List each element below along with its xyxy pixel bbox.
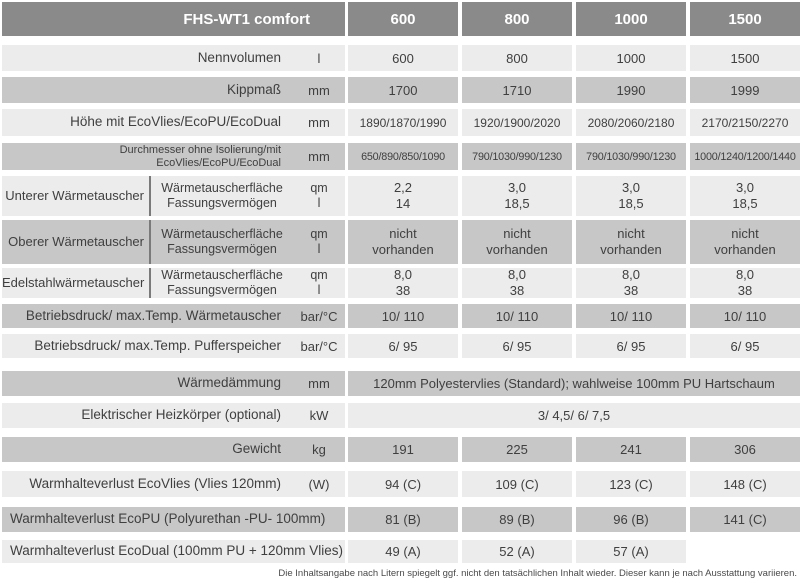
value-cell: 49 (A) bbox=[348, 540, 458, 563]
row-label: Nennvolumen bbox=[197, 49, 281, 65]
row-unit: l bbox=[317, 50, 321, 66]
value-cell: 191 bbox=[348, 437, 458, 462]
column-header-600: 600 bbox=[348, 2, 458, 36]
value-cell: 123 (C) bbox=[576, 471, 686, 497]
table-header-row bbox=[2, 2, 800, 36]
value-cell: nicht vorhanden bbox=[576, 220, 686, 264]
value-cell-empty bbox=[690, 540, 800, 563]
row-label: Wärmedämmung bbox=[177, 375, 281, 391]
value-cell: 52 (A) bbox=[462, 540, 572, 563]
value-cell: 1500 bbox=[690, 45, 800, 71]
value-cell: 2170/2150/2270 bbox=[690, 109, 800, 136]
row-unit: qm bbox=[310, 268, 328, 282]
column-header-800: 800 bbox=[462, 2, 572, 36]
value-cell: 8,0 38 bbox=[690, 268, 800, 298]
product-title: FHS-WT1 comfort bbox=[2, 2, 345, 36]
spec-row-betriebsdruck-waermetauscher bbox=[2, 304, 800, 328]
value-cell: 96 (B) bbox=[576, 507, 686, 532]
value-cell: 1700 bbox=[348, 77, 458, 103]
sub-label: Wärmetauscherfläche bbox=[161, 227, 283, 241]
row-unit: l bbox=[317, 283, 321, 297]
row-unit: l bbox=[317, 196, 321, 210]
row-unit: mm bbox=[308, 115, 330, 130]
row-label: Elektrischer Heizkörper (optional) bbox=[81, 407, 281, 423]
row-label: Betriebsdruck/ max.Temp. Pufferspeicher bbox=[34, 337, 281, 353]
value-cell: 600 bbox=[348, 45, 458, 71]
value-cell: 1890/1870/1990 bbox=[348, 109, 458, 136]
value-cell: 94 (C) bbox=[348, 471, 458, 497]
value-cell: 1000/1240/1200/1440 bbox=[690, 143, 800, 170]
value-cell: 3,0 18,5 bbox=[462, 176, 572, 216]
spec-row-kippmass bbox=[2, 77, 800, 103]
value-cell: 6/ 95 bbox=[690, 334, 800, 358]
column-header-1500: 1500 bbox=[690, 2, 800, 36]
row-group-label: Edelstahlwärmetauscher bbox=[2, 274, 145, 290]
row-unit: qm bbox=[310, 227, 328, 241]
row-unit: (W) bbox=[308, 476, 330, 492]
value-cell: 1000 bbox=[576, 45, 686, 71]
row-unit: kg bbox=[312, 442, 326, 457]
row-label: Betriebsdruck/ max.Temp. Wärmetauscher bbox=[25, 307, 281, 323]
row-unit: mm bbox=[308, 149, 330, 164]
row-unit: l bbox=[317, 242, 321, 256]
spec-row-edelstahlwaermetauscher bbox=[2, 268, 800, 298]
value-cell: 241 bbox=[576, 437, 686, 462]
spec-row-warmhalteverlust-ecovlies bbox=[2, 471, 800, 497]
value-cell: nicht vorhanden bbox=[690, 220, 800, 264]
value-cell: 3,0 18,5 bbox=[576, 176, 686, 216]
row-label: Warmhalteverlust EcoDual (100mm PU + 120mm Vlies) bbox=[10, 543, 343, 559]
value-cell: 2080/2060/2180 bbox=[576, 109, 686, 136]
value-cell-merged: 120mm Polyestervlies (Standard); wahlweise 100mm PU Hartschaum bbox=[348, 371, 800, 396]
value-cell: 109 (C) bbox=[462, 471, 572, 497]
sub-label: Wärmetauscherfläche bbox=[161, 268, 283, 282]
spec-table bbox=[0, 2, 800, 579]
value-cell: 6/ 95 bbox=[348, 334, 458, 358]
row-label: Höhe mit EcoVlies/EcoPU/EcoDual bbox=[70, 114, 281, 130]
value-cell: 306 bbox=[690, 437, 800, 462]
value-cell: 10/ 110 bbox=[576, 304, 686, 328]
footnote: Die Inhaltsangabe nach Litern spiegelt ggf. nicht den tatsächlichen Inhalt wieder. Dieser kann je nach Ausstattung variieren. bbox=[278, 568, 797, 579]
value-cell: 790/1030/990/1230 bbox=[462, 143, 572, 170]
row-unit: mm bbox=[308, 376, 330, 391]
value-cell: 790/1030/990/1230 bbox=[576, 143, 686, 170]
value-cell: 650/890/850/1090 bbox=[348, 143, 458, 170]
spec-row-durchmesser bbox=[2, 143, 800, 170]
row-unit: mm bbox=[308, 82, 330, 98]
value-cell: 6/ 95 bbox=[576, 334, 686, 358]
spec-row-oberer-waermetauscher bbox=[2, 220, 800, 264]
sub-label: Fassungsvermögen bbox=[167, 242, 277, 256]
value-cell: 225 bbox=[462, 437, 572, 462]
value-cell: 57 (A) bbox=[576, 540, 686, 563]
value-cell-merged: 3/ 4,5/ 6/ 7,5 bbox=[348, 403, 800, 428]
spec-row-warmhalteverlust-ecopu bbox=[2, 507, 800, 532]
value-cell: 89 (B) bbox=[462, 507, 572, 532]
spec-row-nennvolumen bbox=[2, 45, 800, 71]
value-cell: 2,2 14 bbox=[348, 176, 458, 216]
value-cell: 1710 bbox=[462, 77, 572, 103]
spec-row-gewicht bbox=[2, 437, 800, 462]
spec-row-waermedaemmung bbox=[2, 371, 800, 396]
value-cell: nicht vorhanden bbox=[462, 220, 572, 264]
spec-row-unterer-waermetauscher bbox=[2, 176, 800, 216]
value-cell: 800 bbox=[462, 45, 572, 71]
spec-row-warmhalteverlust-ecodual bbox=[2, 540, 800, 563]
value-cell: 1999 bbox=[690, 77, 800, 103]
spec-row-heizkoerper bbox=[2, 403, 800, 428]
row-label: Warmhalteverlust EcoVlies (Vlies 120mm) bbox=[29, 475, 281, 491]
sub-label: Fassungsvermögen bbox=[167, 283, 277, 297]
spec-row-hoehe bbox=[2, 109, 800, 136]
value-cell: 8,0 38 bbox=[462, 268, 572, 298]
value-cell: 8,0 38 bbox=[576, 268, 686, 298]
value-cell: 3,0 18,5 bbox=[690, 176, 800, 216]
value-cell: 1990 bbox=[576, 77, 686, 103]
value-cell: 10/ 110 bbox=[690, 304, 800, 328]
value-cell: 10/ 110 bbox=[348, 304, 458, 328]
value-cell: 1920/1900/2020 bbox=[462, 109, 572, 136]
sub-label: Wärmetauscherfläche bbox=[161, 181, 283, 195]
spec-row-betriebsdruck-pufferspeicher bbox=[2, 334, 800, 358]
row-unit: bar/°C bbox=[300, 308, 338, 324]
value-cell: 8,0 38 bbox=[348, 268, 458, 298]
row-group-label: Unterer Wärmetauscher bbox=[5, 187, 144, 203]
value-cell: 141 (C) bbox=[690, 507, 800, 532]
value-cell: nicht vorhanden bbox=[348, 220, 458, 264]
row-unit: qm bbox=[310, 181, 328, 195]
value-cell: 81 (B) bbox=[348, 507, 458, 532]
value-cell: 6/ 95 bbox=[462, 334, 572, 358]
value-cell: 10/ 110 bbox=[462, 304, 572, 328]
row-group-label: Oberer Wärmetauscher bbox=[8, 233, 144, 249]
sub-label: Fassungsvermögen bbox=[167, 196, 277, 210]
row-label: Gewicht bbox=[232, 441, 281, 457]
row-unit: bar/°C bbox=[300, 338, 338, 354]
row-label: Durchmesser ohne Isolierung/mit EcoVlies/EcoPU/EcoDual bbox=[119, 144, 281, 169]
row-label: Warmhalteverlust EcoPU (Polyurethan -PU- 100mm) bbox=[10, 511, 326, 527]
row-label: Kippmaß bbox=[226, 81, 281, 97]
column-header-1000: 1000 bbox=[576, 2, 686, 36]
value-cell: 148 (C) bbox=[690, 471, 800, 497]
row-unit: kW bbox=[309, 408, 329, 423]
